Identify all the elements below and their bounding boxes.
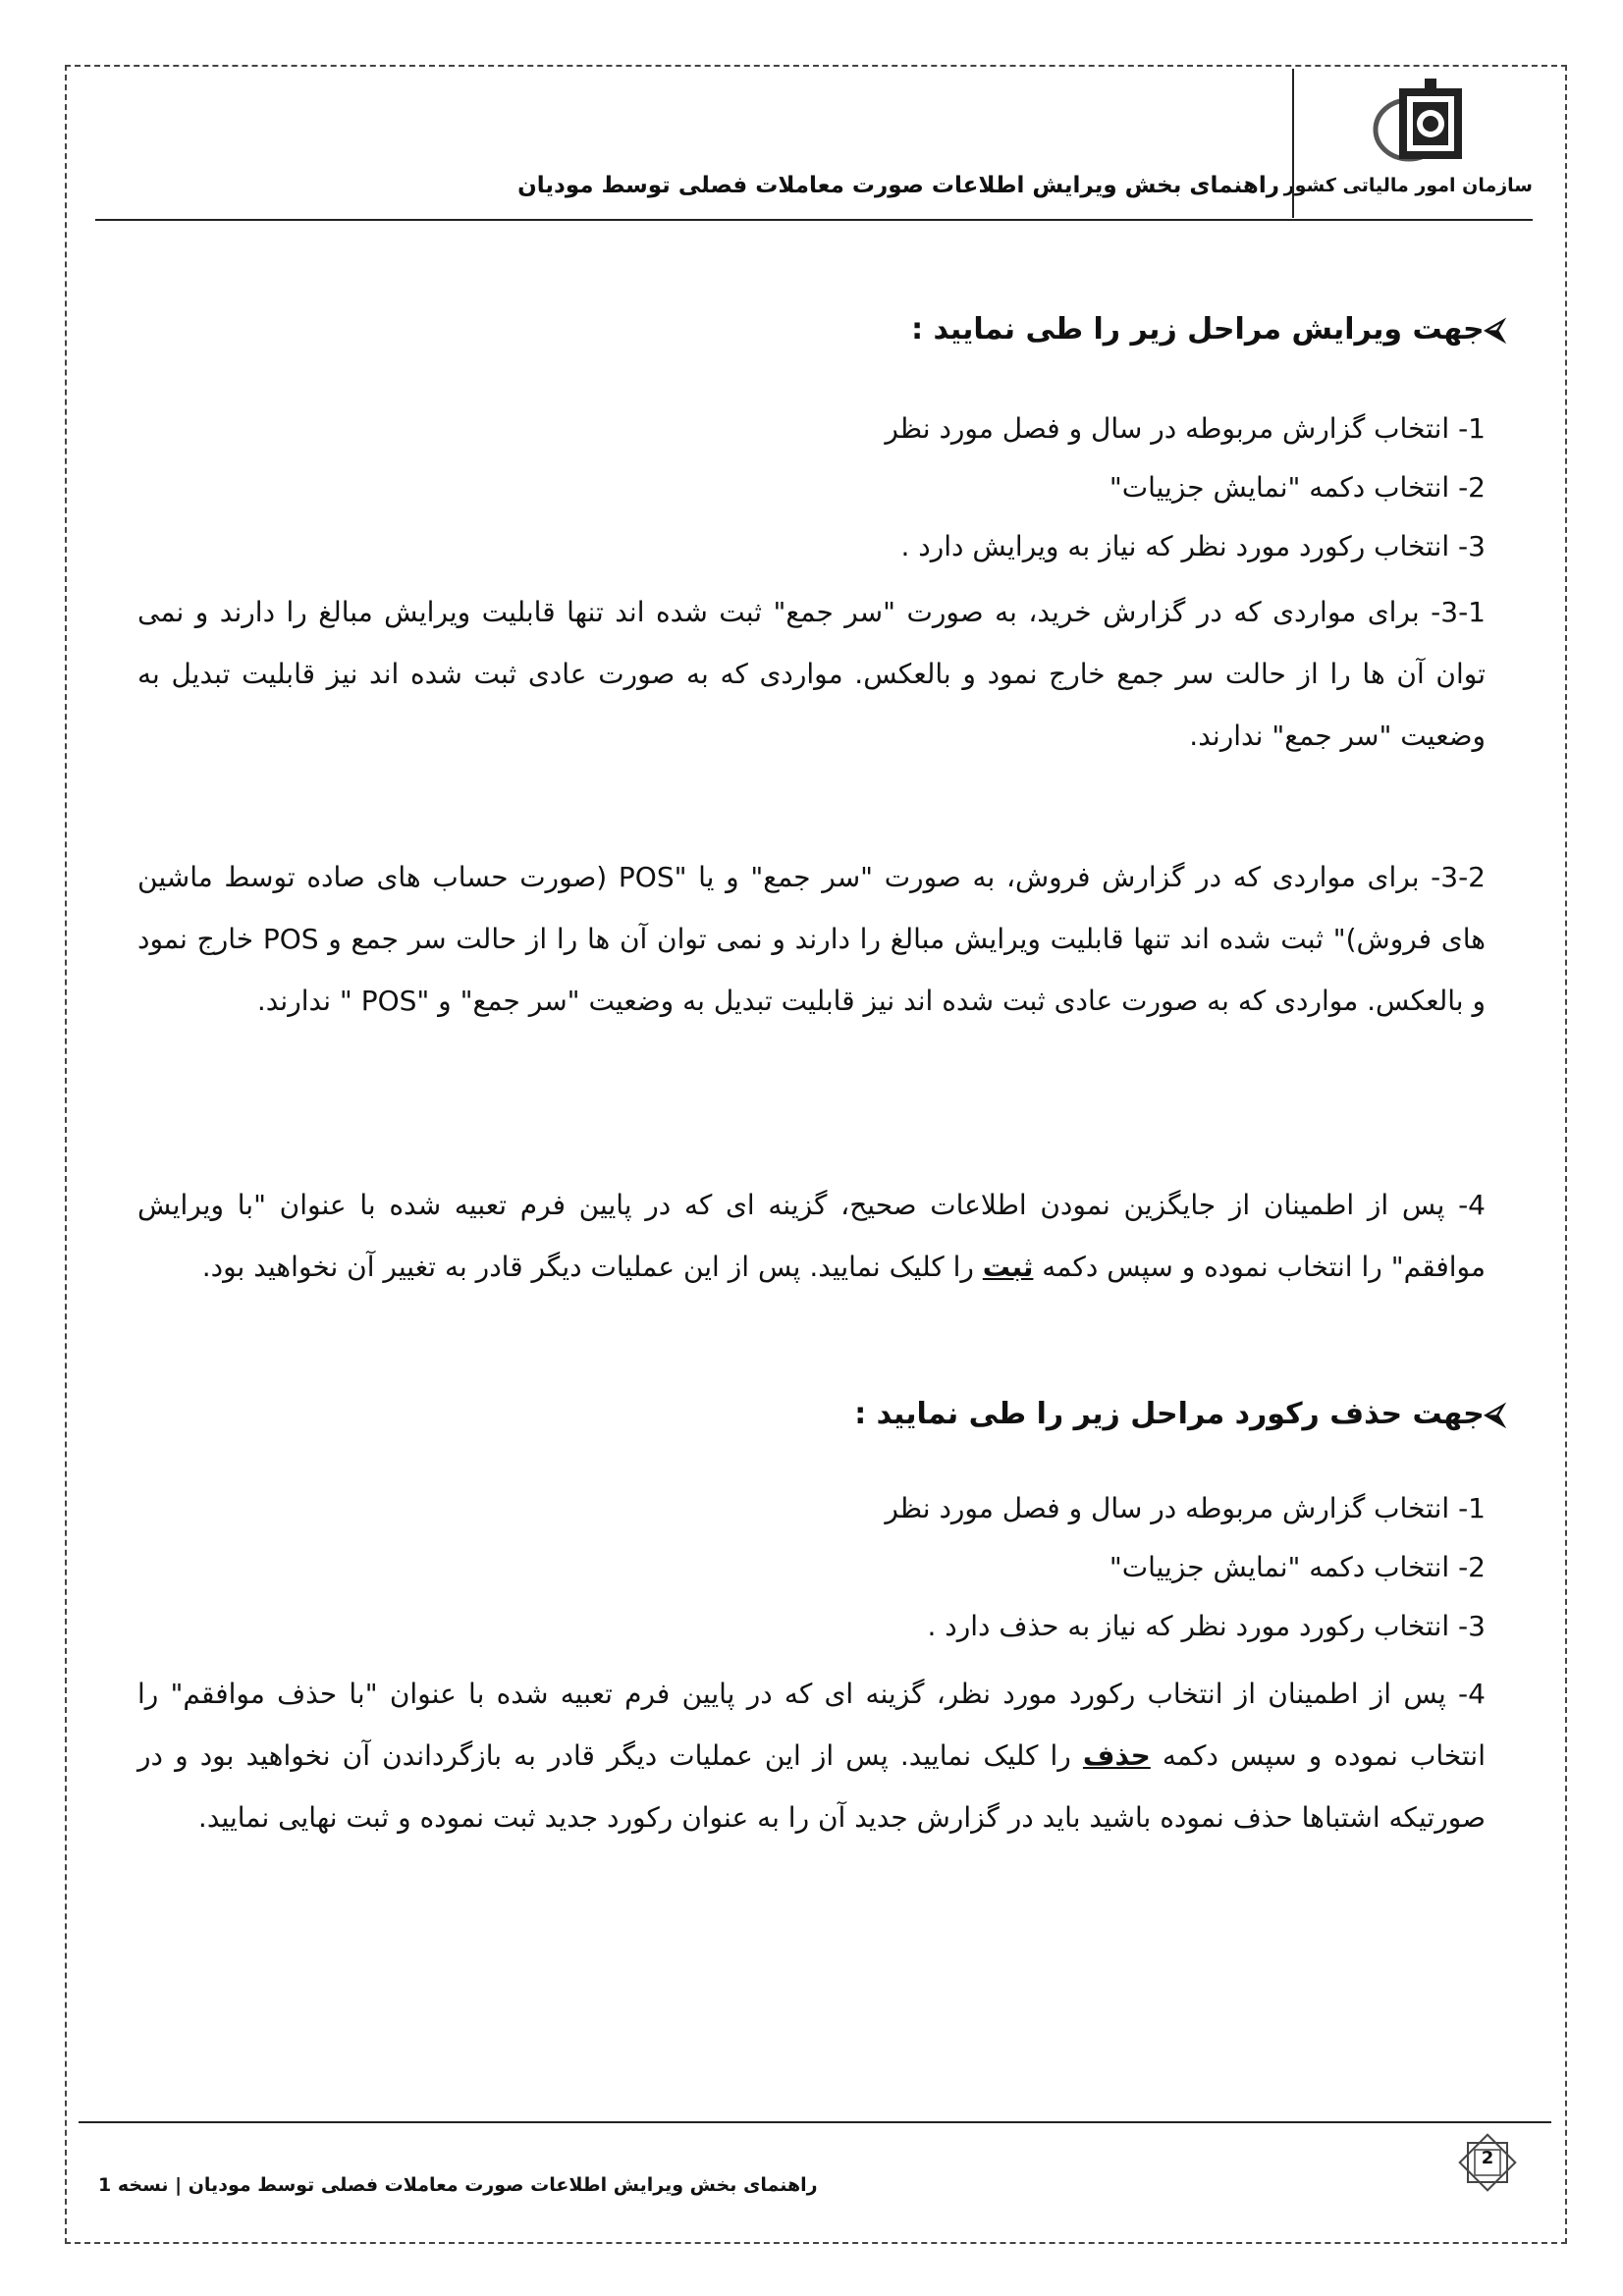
delete-button-label: حذف: [1082, 1739, 1151, 1772]
edit-section-heading: [911, 312, 1505, 347]
edit-step-4: [137, 1174, 1486, 1298]
edit-step-3-2: 3-2- برای مواردی که در گزارش فروش، به صورت "سر جمع" و یا "POS (صورت حساب های صاده توسط ماشین های فروش)" ثبت شده اند تنها قابلیت ویرایش مبالغ را دارند و نمی توان آن ها را از حالت سر جمع و POS خارج نمود و بالعکس. مواردی که به صورت عادی ثبت شده اند نیز قابلیت تبدیل به وضعیت "سر جمع" و "POS " ندارند.: [137, 861, 1486, 1017]
save-button-label: ثبت: [982, 1251, 1034, 1283]
delete-step-4: [137, 1663, 1486, 1848]
edit-step-4-text-b: را کلیک نمایید. پس از این عملیات دیگر قادر به تغییر آن نخواهید بود.: [201, 1251, 983, 1283]
delete-step-3: 3- انتخاب رکورد مورد نظر که نیاز به حذف دارد .: [927, 1610, 1486, 1642]
page-number: 2: [1481, 2148, 1494, 2168]
page-border: [65, 65, 1567, 2244]
edit-step-2: 2- انتخاب دکمه "نمایش جزییات": [1109, 471, 1486, 504]
edit-step-4-text-a: 4- پس از اطمینان از جایگزین نمودن اطلاعات صحیح، گزینه ای که در پایین فرم تعبیه شده با عنوان "با ویرایش موافقم" را انتخاب نموده و سپس دکمه: [137, 1189, 1486, 1283]
delete-step-1: 1- انتخاب گزارش مربوطه در سال و فصل مورد نظر: [885, 1492, 1486, 1524]
header-separator: [1292, 69, 1294, 218]
delete-heading-text: جهت حذف رکورد مراحل زیر را طی نمایید :: [854, 1397, 1485, 1431]
edit-heading-text: جهت ویرایش مراحل زیر را طی نمایید :: [911, 312, 1485, 347]
arrow-bullet-icon: ⮘: [1484, 312, 1505, 347]
footer-rule: [79, 2121, 1551, 2123]
document-title: راهنمای بخش ویرایش اطلاعات صورت معاملات فصلی توسط مودیان: [517, 173, 1279, 198]
edit-step-3: 3- انتخاب رکورد مورد نظر که نیاز به ویرایش دارد .: [900, 530, 1486, 562]
delete-step-4-text-b: را کلیک نمایید. پس از این عملیات دیگر قادر به بازگرداندن آن نخواهید بود و در صورتیکه اشتباها حذف نموده باشید باید در گزارش جدید آن را به عنوان رکورد جدید ثبت نموده و ثبت نهایی نمایید.: [137, 1739, 1486, 1834]
delete-step-4-text-a: 4- پس از اطمینان از انتخاب رکورد مورد نظر، گزینه ای که در پایین فرم تعبیه شده با عنوان "با حذف موافقم" را انتخاب نموده و سپس دکمه: [137, 1678, 1486, 1772]
org-name: سازمان امور مالیاتی کشور: [1283, 175, 1533, 196]
edit-step-3-1: 3-1- برای مواردی که در گزارش خرید، به صورت "سر جمع" ثبت شده اند تنها قابلیت ویرایش مبالغ را دارند و نمی توان آن ها را از حالت سر جمع خارج نمود و بالعکس. مواردی که به صورت عادی ثبت شده اند نیز قابلیت تبدیل به وضعیت "سر جمع" ندارند.: [137, 596, 1486, 752]
edit-step-1: 1- انتخاب گزارش مربوطه در سال و فصل مورد نظر: [885, 412, 1486, 445]
tax-org-logo: [1370, 75, 1476, 169]
delete-step-2: 2- انتخاب دکمه "نمایش جزییات": [1109, 1551, 1486, 1583]
delete-section-heading: [854, 1397, 1505, 1431]
header-rule: [95, 219, 1533, 221]
arrow-bullet-icon: ⮘: [1484, 1397, 1505, 1431]
footer-text: راهنمای بخش ویرایش اطلاعات صورت معاملات فصلی توسط مودیان | نسخه 1: [98, 2174, 818, 2196]
